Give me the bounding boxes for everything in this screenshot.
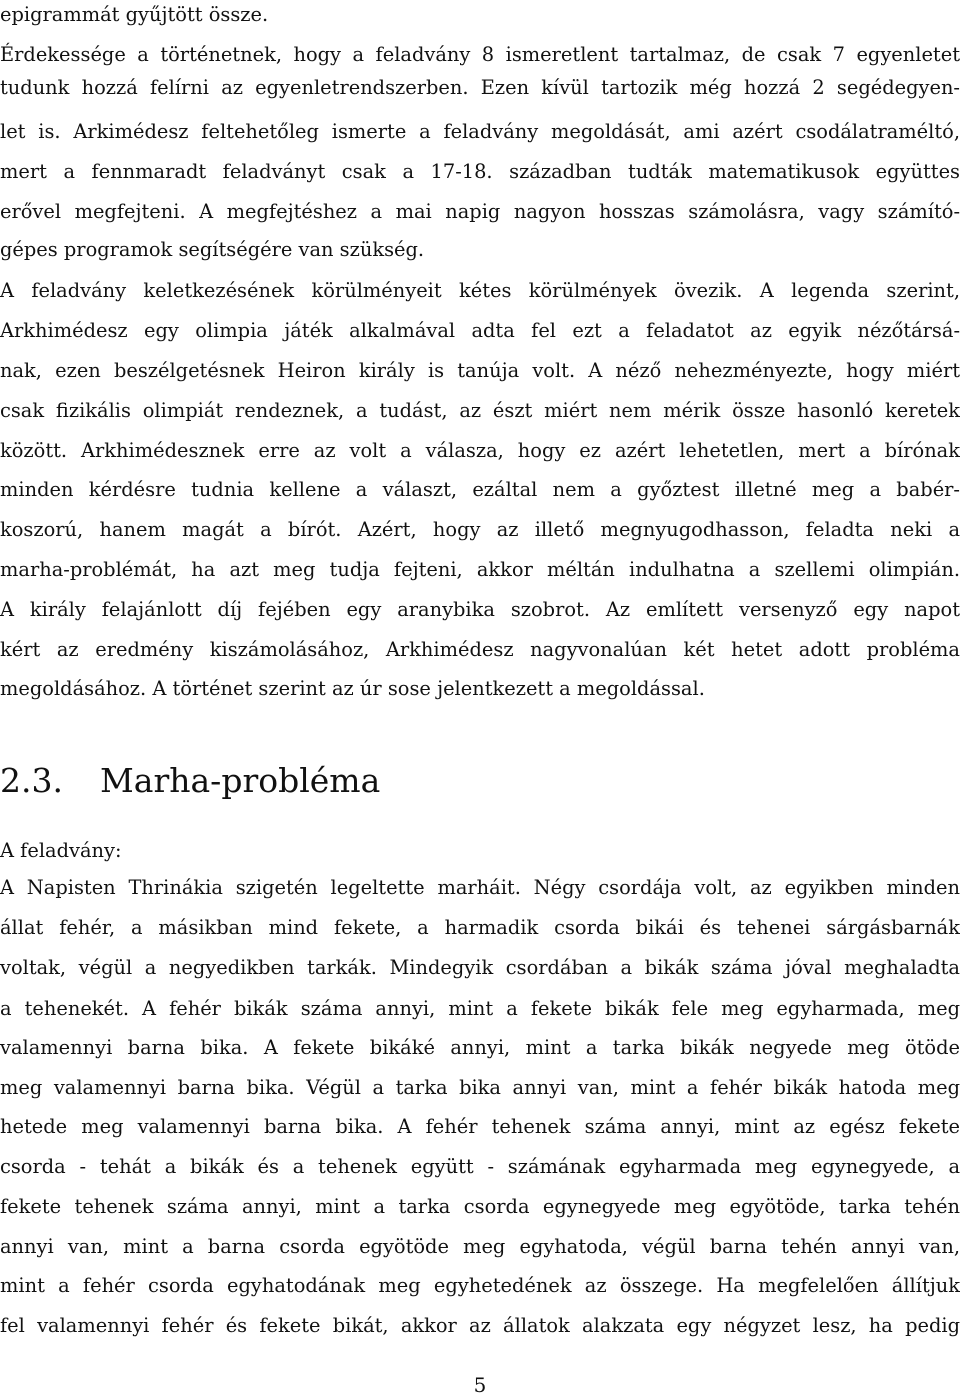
- text-line: koszorú, hanem magát a bírót. Azért, hogy az illető megnyugodhasson, feladta neki a: [0, 518, 960, 541]
- text-line: kért az eredmény kiszámolásához, Arkhimédesz nagyvonalúan két hetet adott probléma: [0, 638, 960, 661]
- text-line: gépes programok segítségére van szükség.: [0, 238, 425, 261]
- text-line: erővel megfejteni. A megfejtéshez a mai napig nagyon hosszas számolásra, vagy számító-: [0, 200, 960, 223]
- text-line: csorda - tehát a bikák és a tehenek együtt - számának egyharmada meg egynegyede, a: [0, 1155, 960, 1178]
- text-line: között. Arkhimédesznek erre az volt a válasza, hogy ez azért lehetetlen, mert a bírónak: [0, 439, 960, 462]
- text-line: A király felajánlott díj fejében egy aranybika szobrot. Az említett versenyző egy napot: [0, 598, 960, 621]
- section-heading: [0, 756, 380, 806]
- text-line: A Napisten Thrinákia szigetén legeltette marháit. Négy csordája volt, az egyikben minden: [0, 876, 960, 899]
- text-line: valamennyi barna bika. A fekete bikáké annyi, mint a tarka bikák negyede meg ötöde: [0, 1036, 960, 1059]
- text-line: tudunk hozzá felírni az egyenletrendszerben. Ezen kívül tartozik még hozzá 2 segédegyen-: [0, 76, 960, 99]
- text-line: a tehenekét. A fehér bikák száma annyi, mint a fekete bikák fele meg egyharmada, meg: [0, 997, 960, 1020]
- text-line: let is. Arkimédesz feltehetőleg ismerte a feladvány megoldását, ami azért csodálatraméltó,: [0, 120, 960, 143]
- section-number: 2.3.: [0, 761, 63, 800]
- text-line: meg valamennyi barna bika. Végül a tarka bika annyi van, mint a fehér bikák hatoda meg: [0, 1076, 960, 1099]
- text-line: minden kérdésre tudnia kellene a választ, ezáltal nem a győztest illetné meg a babér-: [0, 478, 960, 501]
- text-line: csak fizikális olimpiát rendeznek, a tudást, az észt miért nem mérik össze hasonló keretek: [0, 399, 960, 422]
- section-title: Marha-probléma: [100, 761, 381, 800]
- text-line: mert a fennmaradt feladványt csak a 17-18. században tudták matematikusok együttes: [0, 160, 960, 183]
- text-line: Arkhimédesz egy olimpia játék alkalmával adta fel ezt a feladatot az egyik nézőtársá-: [0, 319, 960, 342]
- page-number: 5: [473, 1373, 487, 1397]
- task-label: A feladvány:: [0, 839, 122, 862]
- text-line: állat fehér, a másikban mind fekete, a harmadik csorda bikái és tehenei sárgásbarnák: [0, 916, 960, 939]
- text-line: A feladvány keletkezésének körülményeit kétes körülmények övezik. A legenda szerint,: [0, 279, 960, 302]
- text-line: voltak, végül a negyedikben tarkák. Mindegyik csordában a bikák száma jóval meghaladta: [0, 956, 960, 979]
- text-line: fekete tehenek száma annyi, mint a tarka csorda egynegyede meg egyötöde, tarka tehén: [0, 1195, 960, 1218]
- text-line: Érdekessége a történetnek, hogy a feladvány 8 ismeretlent tartalmaz, de csak 7 egyenletet: [0, 43, 960, 66]
- text-line: hetede meg valamennyi barna bika. A fehér tehenek száma annyi, mint az egész fekete: [0, 1115, 960, 1138]
- text-line: nak, ezen beszélgetésnek Heiron király is tanúja volt. A néző nehezményezte, hogy miért: [0, 359, 960, 382]
- text-line: epigrammát gyűjtött össze.: [0, 3, 269, 26]
- text-line: marha-problémát, ha azt meg tudja fejteni, akkor méltán indulhatna a szellemi olimpián.: [0, 558, 960, 581]
- text-line: megoldásához. A történet szerint az úr sose jelentkezett a megoldással.: [0, 677, 705, 700]
- text-line: annyi van, mint a barna csorda egyötöde meg egyhatoda, végül barna tehén annyi van,: [0, 1235, 960, 1258]
- text-line: mint a fehér csorda egyhatodának meg egyhetedének az összege. Ha megfelelően állítjuk: [0, 1274, 960, 1297]
- text-line: fel valamennyi fehér és fekete bikát, akkor az állatok alakzata egy négyzet lesz, ha pedig: [0, 1314, 960, 1337]
